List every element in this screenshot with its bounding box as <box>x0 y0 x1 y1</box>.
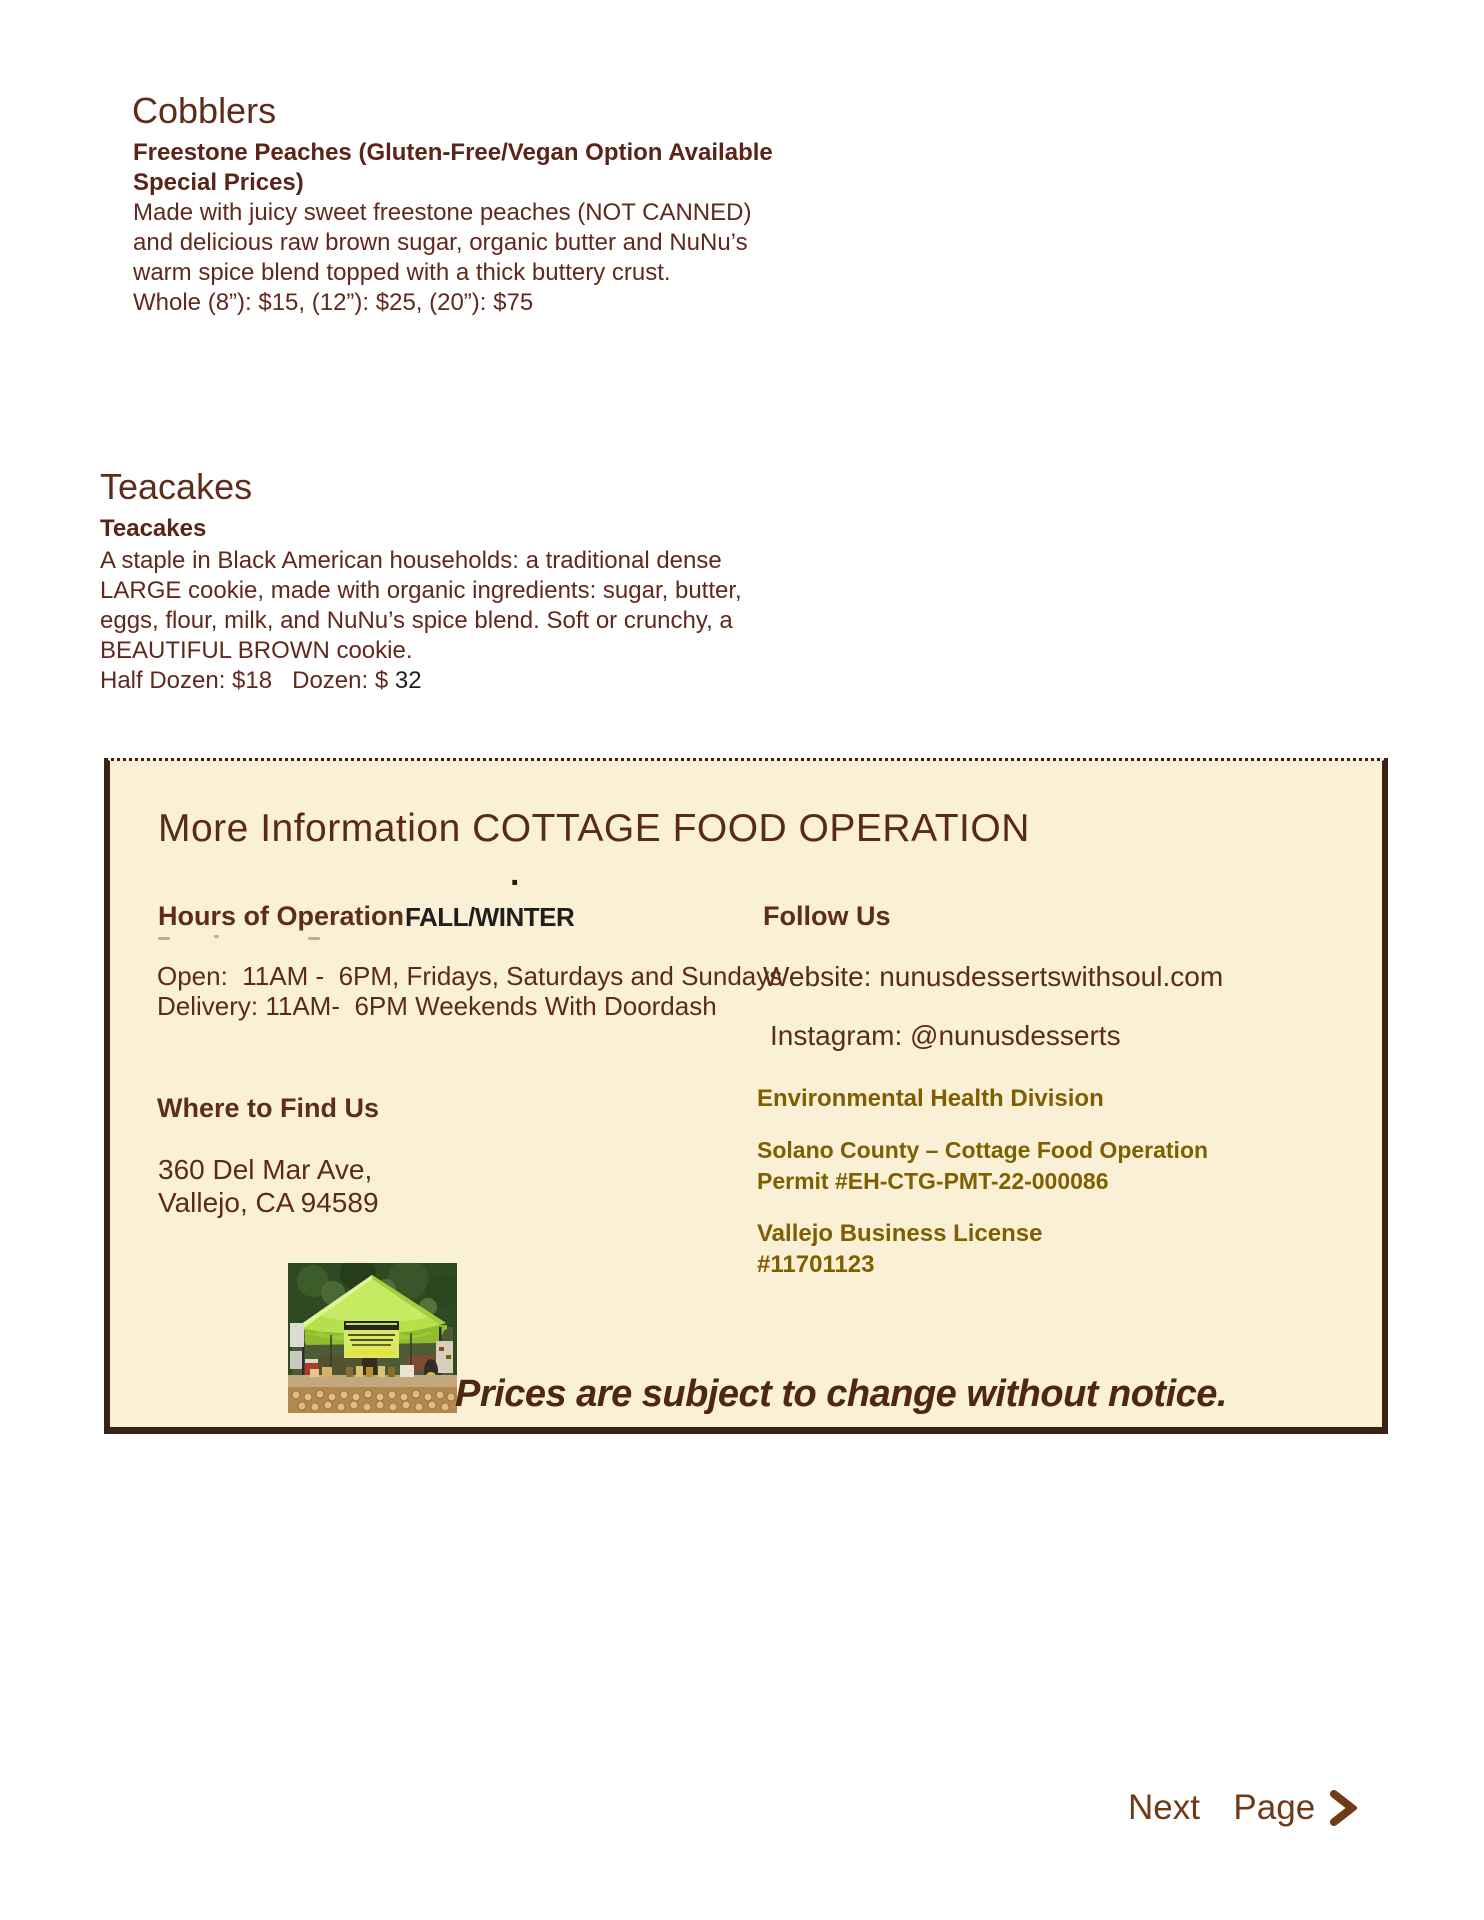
delivery-hours-line: Delivery: 11AM- 6PM Weekends With Doordash <box>157 991 717 1021</box>
where-to-find-us-heading: Where to Find Us <box>157 1093 379 1123</box>
address-line-2: Vallejo, CA 94589 <box>158 1187 379 1218</box>
cobblers-subtitle-line-1: Freestone Peaches (Gluten-Free/Vegan Option Available <box>133 139 773 166</box>
license-block <box>757 1218 1042 1280</box>
hours-of-operation-heading: Hours of Operation <box>158 901 405 931</box>
cobblers-heading: Cobblers <box>132 90 277 131</box>
stray-period-mark: . <box>510 855 520 893</box>
address-line-1: 360 Del Mar Ave, <box>158 1154 373 1185</box>
erased-text-remnant <box>214 935 219 938</box>
teacakes-price-dozen-value: 32 <box>394 667 422 694</box>
teacakes-body-line-1: A staple in Black American households: a traditional dense <box>100 547 722 574</box>
teacakes-body-line-4: BEAUTIFUL BROWN cookie. <box>100 637 413 664</box>
more-information-panel <box>104 758 1388 1434</box>
permit-block <box>757 1135 1208 1197</box>
website-line: Website: nunusdessertswithsoul.com <box>763 961 1224 992</box>
cobblers-body-line-3: warm spice blend topped with a thick buttery crust. <box>133 259 671 286</box>
open-hours-line: Open: 11AM - 6PM, Fridays, Saturdays and Sundays <box>157 961 783 991</box>
erased-text-remnant <box>158 937 170 940</box>
market-tent-photo <box>288 1263 457 1413</box>
teacakes-heading: Teacakes <box>100 466 253 507</box>
license-line-1: Vallejo Business License <box>757 1220 1043 1247</box>
follow-us-heading: Follow Us <box>763 901 891 931</box>
cobblers-body-line-2: and delicious raw brown sugar, organic butter and NuNu’s <box>133 229 748 256</box>
teacakes-subtitle: Teacakes <box>100 515 207 542</box>
erased-text-remnant <box>308 937 320 940</box>
prices-notice: Prices are subject to change without notice. <box>455 1373 1227 1415</box>
teacakes-body-line-3: eggs, flour, milk, and NuNu’s spice blend. Soft or crunchy, a <box>100 607 733 634</box>
cobblers-subtitle-line-2: Special Prices) <box>133 169 304 196</box>
market-tent-photo-svg <box>288 1263 457 1413</box>
season-label: FALL/WINTER <box>405 902 575 932</box>
permit-line-2: Permit #EH-CTG-PMT-22-000086 <box>757 1168 1109 1194</box>
cobblers-body-line-1: Made with juicy sweet freestone peaches (NOT CANNED) <box>133 199 752 226</box>
address-block <box>158 1153 379 1219</box>
teacakes-body-line-2: LARGE cookie, made with organic ingredients: sugar, butter, <box>100 577 742 604</box>
environmental-health-division-line: Environmental Health Division <box>757 1085 1104 1112</box>
instagram-line: Instagram: @nunusdesserts <box>770 1020 1121 1051</box>
cobblers-price-line: Whole (8”): $15, (12”): $25, (20”): $75 <box>133 289 534 316</box>
teacakes-price-prefix: Half Dozen: $18 Dozen: $ <box>100 667 395 694</box>
page-label: Page <box>1223 1788 1316 1827</box>
license-line-2: #11701123 <box>757 1251 875 1278</box>
next-page-link[interactable] <box>1128 1788 1357 1828</box>
teacakes-price-line <box>100 666 422 696</box>
permit-line-1: Solano County – Cottage Food Operation <box>757 1137 1209 1163</box>
chevron-right-icon <box>1329 1789 1357 1827</box>
info-box-title: More Information COTTAGE FOOD OPERATION <box>158 807 1030 850</box>
next-label: Next <box>1128 1788 1210 1827</box>
